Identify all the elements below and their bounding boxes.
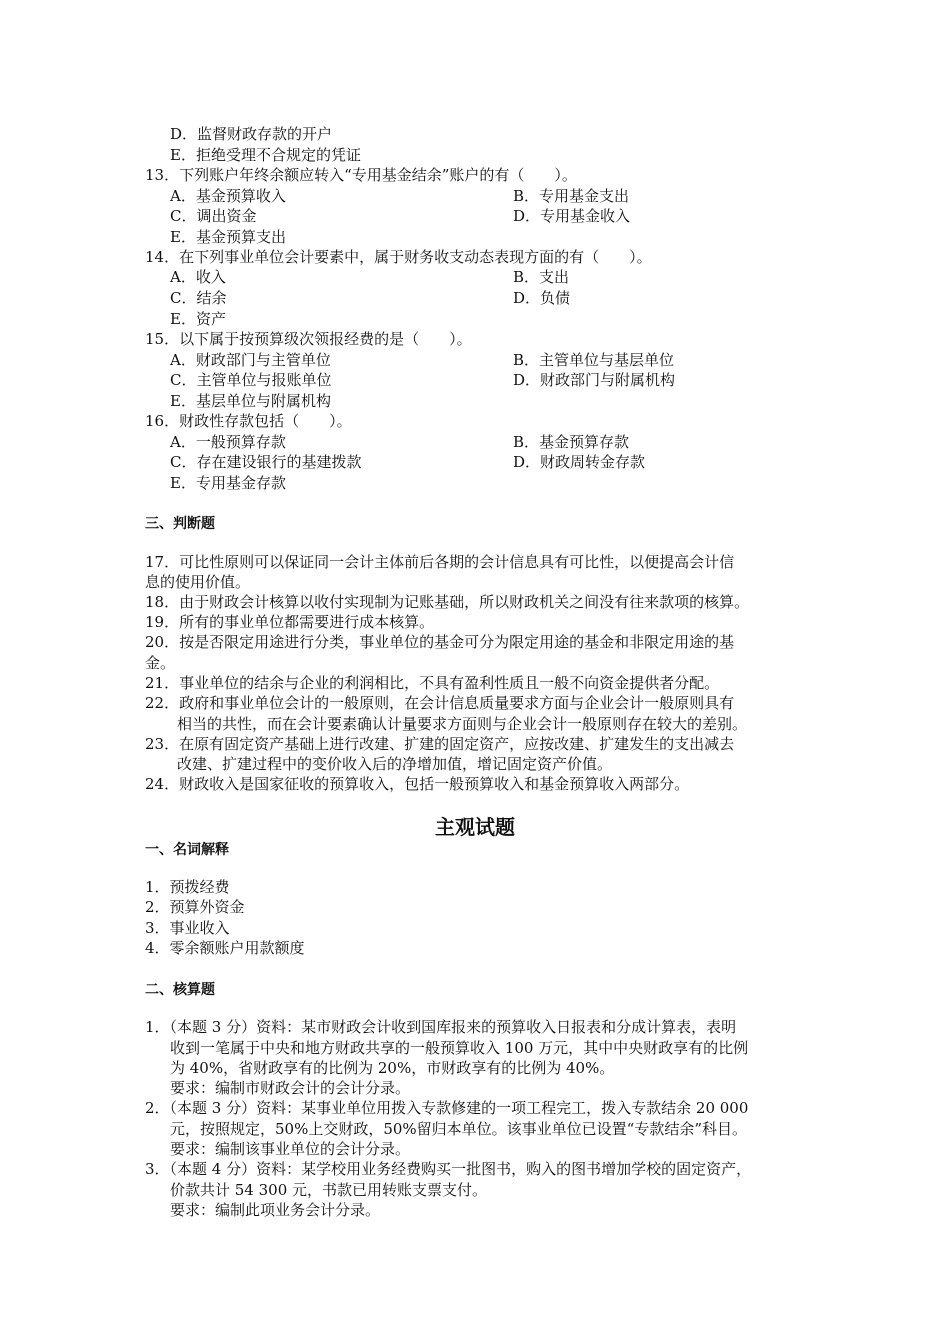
- section-heading-terms: 一、名词解释: [145, 842, 229, 858]
- option-b: B．主管单位与基层单位: [513, 351, 675, 369]
- question-stem: 14．在下列事业单位会计要素中，属于财务收支动态表现方面的有（ ）。: [145, 248, 652, 266]
- option-d: D．负债: [513, 289, 571, 307]
- option-c: C．调出资金: [170, 207, 257, 225]
- judge-item: 17．可比性原则可以保证同一会计主体前后各期的会计信息具有可比性，以便提高会计信: [145, 553, 735, 571]
- calc-item-cont: 价款共计 54 300 元，书款已用转账支票支付。: [170, 1181, 488, 1199]
- judge-item-cont: 相当的共性，而在会计要素确认计量要求方面则与企业会计一般原则存在较大的差别。: [177, 715, 748, 733]
- option-a: A．财政部门与主管单位: [170, 351, 331, 369]
- term-item: 3．事业收入: [145, 919, 230, 937]
- calc-requirement: 要求：编制市财政会计的会计分录。: [170, 1079, 411, 1097]
- option-e: E．专用基金存款: [170, 474, 286, 492]
- judge-item-cont: 息的使用价值。: [145, 573, 251, 591]
- question-stem: 16．财政性存款包括（ ）。: [145, 412, 352, 430]
- section-heading-calc: 二、核算题: [145, 982, 215, 998]
- option-b: B．基金预算存款: [513, 433, 630, 451]
- option-d: D．财政部门与附属机构: [513, 371, 676, 389]
- judge-item: 21．事业单位的结余与企业的利润相比，不具有盈利性质且一般不向资金提供者分配。: [145, 674, 720, 692]
- option-a: A．一般预算存款: [170, 433, 286, 451]
- page-title: 主观试题: [435, 815, 515, 839]
- option-e: E．资产: [170, 310, 226, 328]
- option-a: A．基金预算收入: [170, 187, 286, 205]
- option-d: D．监督财政存款的开户: [170, 125, 333, 143]
- calc-requirement: 要求：编制该事业单位的会计分录。: [170, 1140, 411, 1158]
- option-c: C．存在建设银行的基建拨款: [170, 453, 362, 471]
- judge-item: 23．在原有固定资产基础上进行改建、扩建的固定资产，应按改建、扩建发生的支出减去: [145, 735, 735, 753]
- option-a: A．收入: [170, 268, 226, 286]
- judge-item: 19．所有的事业单位都需要进行成本核算。: [145, 613, 435, 631]
- option-d: D．财政周转金存款: [513, 453, 646, 471]
- option-c: C．结余: [170, 289, 227, 307]
- option-e: E．基层单位与附属机构: [170, 392, 331, 410]
- judge-item: 20．按是否限定用途进行分类，事业单位的基金可分为限定用途的基金和非限定用途的基: [145, 633, 735, 651]
- calc-item-cont: 收到一笔属于中央和地方财政共享的一般预算收入 100 万元，其中中央财政享有的比例: [170, 1039, 749, 1057]
- judge-item: 22．政府和事业单位会计的一般原则，在会计信息质量要求方面与企业会计一般原则具有: [145, 694, 735, 712]
- option-d: D．专用基金收入: [513, 207, 631, 225]
- calc-item: 1．（本题 3 分）资料：某市财政会计收到国库报来的预算收入日报表和分成计算表，表明: [145, 1018, 737, 1036]
- term-item: 1．预拨经费: [145, 878, 230, 896]
- judge-item-cont: 金。: [145, 654, 176, 672]
- option-e: E．拒绝受理不合规定的凭证: [170, 146, 361, 164]
- question-stem: 15．以下属于按预算级次领报经费的是（ ）。: [145, 330, 472, 348]
- option-b: B．专用基金支出: [513, 187, 630, 205]
- option-b: B．支出: [513, 268, 570, 286]
- judge-item-cont: 改建、扩建过程中的变价收入后的净增加值，增记固定资产价值。: [177, 755, 613, 773]
- calc-requirement: 要求：编制此项业务会计分录。: [170, 1201, 381, 1219]
- question-stem: 13．下列账户年终余额应转入“专用基金结余”账户的有（ ）。: [145, 166, 577, 184]
- calc-item-cont: 元，按照规定，50%上交财政，50%留归本单位。该事业单位已设置“专款结余”科目。: [170, 1120, 748, 1138]
- judge-item: 24．财政收入是国家征收的预算收入，包括一般预算收入和基金预算收入两部分。: [145, 775, 690, 793]
- calc-item: 3．（本题 4 分）资料：某学校用业务经费购买一批图书，购入的图书增加学校的固定资产，: [145, 1160, 752, 1178]
- calc-item: 2．（本题 3 分）资料：某事业单位用拨入专款修建的一项工程完工，拨入专款结余 20 000: [145, 1099, 749, 1117]
- calc-item-cont: 为 40%，省财政享有的比例为 20%，市财政享有的比例为 40%。: [170, 1059, 615, 1077]
- option-e: E．基金预算支出: [170, 228, 286, 246]
- judge-item: 18．由于财政会计核算以收付实现制为记账基础，所以财政机关之间没有往来款项的核算。: [145, 593, 750, 611]
- term-item: 2．预算外资金: [145, 898, 245, 916]
- term-item: 4．零余额账户用款额度: [145, 939, 305, 957]
- section-heading-judge: 三、判断题: [145, 516, 215, 532]
- option-c: C．主管单位与报账单位: [170, 371, 332, 389]
